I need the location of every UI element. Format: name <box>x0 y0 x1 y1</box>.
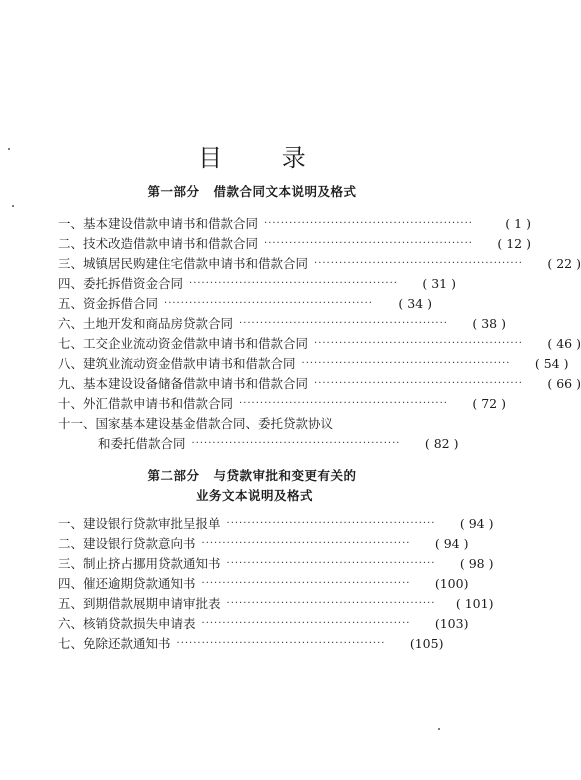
leader-dots: ·················································· <box>176 637 386 649</box>
scan-speck <box>438 728 440 730</box>
leader-dots: ·················································· <box>226 597 436 609</box>
leader-dots: ·················································· <box>314 257 523 269</box>
part2-title-line1: 与贷款审批和变更有关的 <box>213 468 357 483</box>
leader-dots: ·················································· <box>264 217 473 229</box>
toc-entry-page: ( 31 ) <box>422 275 456 291</box>
toc-entry[interactable] <box>58 334 581 352</box>
leader-dots: ·················································· <box>189 277 398 289</box>
leader-dots: ·················································· <box>226 517 436 529</box>
toc-entry[interactable] <box>58 374 581 392</box>
toc-entry-page: ( 72 ) <box>472 395 506 411</box>
toc-entry-page: ( 46 ) <box>547 335 581 351</box>
toc-entry-label: 七、工交企业流动资金借款申请书和借款合同 <box>58 336 309 351</box>
toc-entry[interactable] <box>58 634 444 652</box>
part2-title-line2: 业务文本说明及格式 <box>196 488 314 503</box>
toc-entry-page: ( 1 ) <box>505 215 531 231</box>
part1-heading <box>0 182 504 200</box>
toc-entry[interactable] <box>58 294 432 312</box>
toc-entry-label: 三、城镇居民购建住宅借款申请书和借款合同 <box>58 256 309 271</box>
toc-entry-page: ( 22 ) <box>547 255 581 271</box>
toc-entry[interactable] <box>58 574 469 592</box>
toc-entry-page: ( 94 ) <box>459 515 494 531</box>
leader-dots: ·················································· <box>201 617 411 629</box>
leader-dots: ·················································· <box>226 557 436 569</box>
toc-entry-label: 十、外汇借款申请书和借款合同 <box>58 396 234 411</box>
toc-entry[interactable] <box>58 354 569 372</box>
toc-entry-page: (100) <box>434 575 469 591</box>
scan-speck <box>12 205 14 207</box>
toc-entry[interactable] <box>58 594 494 612</box>
toc-entry-label: 十一、国家基本建设基金借款合同、委托贷款协议 <box>58 416 334 431</box>
toc-entry-label: 六、土地开发和商品房贷款合同 <box>58 316 234 331</box>
scan-speck <box>8 148 10 150</box>
toc-entry-label: 五、资金拆借合同 <box>58 296 159 311</box>
toc-entry-page: ( 94 ) <box>434 535 469 551</box>
part1-number: 第一部分 <box>147 184 200 199</box>
toc-entry[interactable] <box>58 614 469 632</box>
toc-entry-label: 七、免除还款通知书 <box>58 636 171 651</box>
part2-number: 第二部分 <box>147 468 200 483</box>
leader-dots: ·················································· <box>191 437 401 449</box>
toc-entry-label: 二、技术改造借款申请书和借款合同 <box>58 236 259 251</box>
toc-entry-multiline-cont[interactable] <box>98 434 459 452</box>
toc-entry-label: 九、基本建设设备储备借款申请书和借款合同 <box>58 376 309 391</box>
toc-entry[interactable] <box>58 274 456 292</box>
leader-dots: ·················································· <box>164 297 373 309</box>
leader-dots: ·················································· <box>314 377 523 389</box>
toc-entry-page: ( 82 ) <box>424 435 459 451</box>
toc-entry-multiline-first[interactable] <box>58 414 432 432</box>
toc-entry-label: 一、建设银行贷款审批呈报单 <box>58 516 221 531</box>
leader-dots: ·················································· <box>301 357 511 369</box>
toc-entry-page: ( 54 ) <box>534 355 569 371</box>
toc-entry-page: ( 38 ) <box>472 315 506 331</box>
toc-entry-page: ( 101) <box>455 595 494 611</box>
toc-entry[interactable] <box>58 254 581 272</box>
leader-dots: ·················································· <box>239 317 448 329</box>
toc-entry[interactable] <box>58 534 469 552</box>
toc-entry[interactable] <box>58 214 531 232</box>
toc-entry-page: (105) <box>409 635 444 651</box>
toc-entry-page: ( 66 ) <box>547 375 581 391</box>
part2-heading <box>0 466 504 484</box>
toc-entry-label: 二、建设银行贷款意向书 <box>58 536 196 551</box>
toc-entry[interactable] <box>58 554 494 572</box>
toc-entry-label: 三、制止挤占挪用贷款通知书 <box>58 556 221 571</box>
toc-entry[interactable] <box>58 234 531 252</box>
toc-entry-label: 五、到期借款展期申请审批表 <box>58 596 221 611</box>
leader-dots: ·················································· <box>314 337 523 349</box>
leader-dots: ·················································· <box>201 577 411 589</box>
leader-dots: ·················································· <box>264 237 473 249</box>
toc-entry-label: 一、基本建设借款申请书和借款合同 <box>58 216 259 231</box>
toc-entry-page: (103) <box>434 615 469 631</box>
leader-dots: ·················································· <box>201 537 411 549</box>
toc-entry[interactable] <box>58 394 506 412</box>
leader-dots: ·················································· <box>239 397 448 409</box>
toc-entry[interactable] <box>58 514 494 532</box>
toc-entry-page: ( 98 ) <box>459 555 494 571</box>
toc-entry-label: 和委托借款合同 <box>98 436 186 451</box>
part1-title: 借款合同文本说明及格式 <box>213 184 357 199</box>
toc-entry-label: 六、核销贷款损失申请表 <box>58 616 196 631</box>
toc-entry-page: ( 12 ) <box>497 235 531 251</box>
toc-entry-label: 四、催还逾期贷款通知书 <box>58 576 196 591</box>
page-title: 目 录 <box>198 144 332 172</box>
toc-entry-label: 八、建筑业流动资金借款申请书和借款合同 <box>58 356 296 371</box>
toc-entry-label: 四、委托拆借资金合同 <box>58 276 184 291</box>
toc-entry[interactable] <box>58 314 506 332</box>
toc-entry-page: ( 34 ) <box>398 295 432 311</box>
